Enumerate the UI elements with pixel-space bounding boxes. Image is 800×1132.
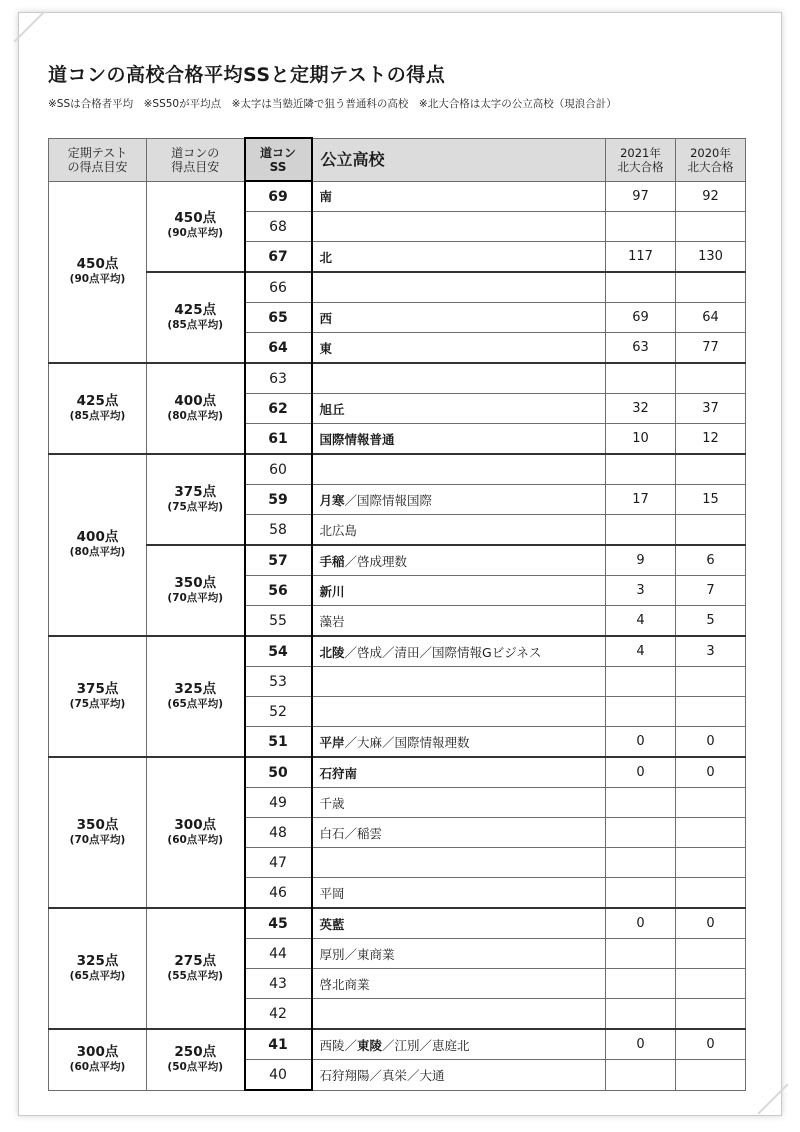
school-cell: [312, 333, 606, 364]
table-row: [49, 908, 746, 939]
ss-cell: 67: [245, 242, 312, 273]
pass-count-y2021: 63: [606, 333, 676, 364]
school-name: 北陵: [319, 644, 345, 660]
school-cell: [312, 788, 606, 818]
pass-count-y2021: 10: [606, 424, 676, 455]
ss-cell: 54: [245, 636, 312, 667]
ss-cell: 43: [245, 969, 312, 999]
school-name: 千歳: [319, 795, 345, 811]
school-cell: [312, 939, 606, 969]
school-name: 白石／稲雲: [319, 825, 383, 841]
header-2020: 2020年 北大合格: [676, 138, 746, 181]
school-name-rest: ／江別／恵庭北: [382, 1037, 470, 1053]
school-cell: [312, 1060, 606, 1091]
doukon-average: (85点平均): [167, 318, 224, 331]
school-name: 東: [319, 340, 333, 356]
school-cell: [312, 303, 606, 333]
ss-cell: 48: [245, 818, 312, 848]
school-cell: [312, 272, 606, 303]
pass-count-y2020: 77: [676, 333, 746, 364]
pass-count-y2020: 3: [676, 636, 746, 667]
ss-cell: 50: [245, 757, 312, 788]
school-name: 南: [319, 189, 333, 205]
school-cell: [312, 181, 606, 212]
school-name-rest: ／大麻／国際情報理数: [344, 734, 470, 750]
pass-count-y2020: [676, 454, 746, 485]
doukon-score: 450点: [174, 210, 217, 227]
school-cell: [312, 999, 606, 1030]
school-cell: [312, 242, 606, 273]
teiki-group: [49, 636, 147, 757]
table-row: [49, 363, 746, 394]
ss-cell: 42: [245, 999, 312, 1030]
pass-count-y2020: [676, 939, 746, 969]
table-row: [49, 272, 746, 303]
pass-count-y2020: [676, 515, 746, 546]
ss-cell: 60: [245, 454, 312, 485]
pass-count-y2020: 0: [676, 757, 746, 788]
pass-count-y2021: 0: [606, 727, 676, 758]
teiki-score: 450点: [76, 255, 119, 272]
teiki-group: [49, 363, 147, 454]
teiki-group: [49, 908, 147, 1029]
pass-count-y2021: 4: [606, 606, 676, 637]
school-name: 西: [319, 310, 333, 326]
header-doukon: 道コンの 得点目安: [147, 138, 245, 181]
doukon-score: 275点: [174, 952, 217, 969]
pass-count-y2020: 0: [676, 727, 746, 758]
doukon-group: [147, 545, 245, 636]
ss-cell: 62: [245, 394, 312, 424]
ss-cell: 65: [245, 303, 312, 333]
table-row: [49, 545, 746, 576]
doukon-score: 250点: [174, 1043, 217, 1060]
school-cell: [312, 606, 606, 637]
school-name: 平岡: [319, 885, 345, 901]
school-cell: [312, 908, 606, 939]
teiki-score: 300点: [76, 1043, 119, 1060]
doukon-score: 350点: [174, 574, 217, 591]
pass-count-y2020: 7: [676, 576, 746, 606]
ss-cell: 49: [245, 788, 312, 818]
school-cell: [312, 576, 606, 606]
teiki-average: (65点平均): [69, 969, 126, 982]
pass-count-y2020: 12: [676, 424, 746, 455]
school-name: 国際情報普通: [319, 431, 395, 447]
pass-count-y2020: [676, 1060, 746, 1091]
teiki-average: (75点平均): [69, 697, 126, 710]
pass-count-y2021: [606, 939, 676, 969]
doukon-group: [147, 363, 245, 454]
school-name: 石狩翔陽／真栄／大通: [319, 1067, 445, 1083]
ss-cell: 47: [245, 848, 312, 878]
teiki-average: (90点平均): [69, 272, 126, 285]
school-cell: [312, 363, 606, 394]
table-row: [49, 181, 746, 212]
doukon-score: 325点: [174, 680, 217, 697]
ss-cell: 69: [245, 181, 312, 212]
pass-count-y2020: [676, 818, 746, 848]
school-name-rest: ／啓成／清田／国際情報Gビジネス: [344, 644, 542, 660]
pass-count-y2020: [676, 272, 746, 303]
teiki-score: 350点: [76, 816, 119, 833]
pass-count-y2021: [606, 454, 676, 485]
pass-count-y2021: 97: [606, 181, 676, 212]
pass-count-y2020: 92: [676, 181, 746, 212]
ss-cell: 58: [245, 515, 312, 546]
doukon-average: (70点平均): [167, 591, 224, 604]
pass-count-y2021: [606, 1060, 676, 1091]
school-cell: [312, 515, 606, 546]
doukon-average: (60点平均): [167, 833, 224, 846]
doukon-score: 300点: [174, 816, 217, 833]
doukon-average: (75点平均): [167, 500, 224, 513]
pass-count-y2020: 5: [676, 606, 746, 637]
header-teiki: 定期テスト の得点目安: [49, 138, 147, 181]
school-cell: [312, 545, 606, 576]
pass-count-y2021: [606, 272, 676, 303]
ss-cell: 46: [245, 878, 312, 909]
doukon-group: [147, 1029, 245, 1090]
doukon-average: (80点平均): [167, 409, 224, 422]
doukon-score: 400点: [174, 392, 217, 409]
school-cell: [312, 485, 606, 515]
doukon-group: [147, 454, 245, 545]
ss-cell: 45: [245, 908, 312, 939]
doukon-group: [147, 908, 245, 1029]
doukon-average: (65点平均): [167, 697, 224, 710]
school-cell: [312, 212, 606, 242]
ss-cell: 55: [245, 606, 312, 637]
pass-count-y2020: 0: [676, 1029, 746, 1060]
school-name: 藻岩: [319, 613, 345, 629]
table-body: [49, 181, 746, 1090]
pass-count-y2021: [606, 848, 676, 878]
school-cell: [312, 394, 606, 424]
school-name: 厚別／東商業: [319, 946, 395, 962]
pass-count-y2020: [676, 212, 746, 242]
pass-count-y2020: [676, 878, 746, 909]
pass-count-y2021: [606, 878, 676, 909]
pass-count-y2021: [606, 363, 676, 394]
school-cell: [312, 667, 606, 697]
school-name: 啓北商業: [319, 976, 370, 992]
teiki-average: (80点平均): [69, 546, 126, 558]
pass-count-y2021: [606, 697, 676, 727]
school-cell: [312, 878, 606, 909]
school-name-prefix: 西陵／: [319, 1037, 358, 1053]
school-name-rest: ／啓成理数: [344, 553, 408, 569]
school-cell: [312, 454, 606, 485]
ss-cell: 59: [245, 485, 312, 515]
doukon-score: 375点: [174, 483, 217, 500]
pass-count-y2020: 15: [676, 485, 746, 515]
school-name: 月寒: [319, 492, 345, 508]
ss-cell: 57: [245, 545, 312, 576]
header-2021: 2021年 北大合格: [606, 138, 676, 181]
pass-count-y2021: 69: [606, 303, 676, 333]
pass-count-y2020: [676, 788, 746, 818]
school-cell: [312, 636, 606, 667]
pass-count-y2021: 3: [606, 576, 676, 606]
pass-count-y2021: [606, 515, 676, 546]
school-name-rest: ／国際情報国際: [344, 492, 433, 508]
doukon-group: [147, 757, 245, 908]
ss-cell: 51: [245, 727, 312, 758]
doukon-group: [147, 636, 245, 757]
ss-cell: 44: [245, 939, 312, 969]
pass-count-y2020: 37: [676, 394, 746, 424]
score-table: [48, 137, 746, 1091]
teiki-group: [49, 181, 147, 363]
ss-cell: 68: [245, 212, 312, 242]
pass-count-y2021: 4: [606, 636, 676, 667]
ss-cell: 63: [245, 363, 312, 394]
teiki-average: (70点平均): [69, 833, 126, 846]
teiki-score: 400点: [76, 529, 119, 545]
school-name: 北: [319, 249, 333, 265]
ss-cell: 56: [245, 576, 312, 606]
table-row: [49, 757, 746, 788]
school-cell: [312, 727, 606, 758]
school-name: 石狩南: [319, 765, 358, 781]
ss-cell: 66: [245, 272, 312, 303]
pass-count-y2021: [606, 788, 676, 818]
table-row: [49, 1029, 746, 1060]
pass-count-y2020: 130: [676, 242, 746, 273]
table-row: [49, 454, 746, 485]
pass-count-y2020: [676, 969, 746, 999]
header-row: [49, 138, 746, 181]
pass-count-y2020: [676, 848, 746, 878]
teiki-score: 425点: [76, 392, 119, 409]
pass-count-y2020: 6: [676, 545, 746, 576]
pass-count-y2021: [606, 818, 676, 848]
teiki-score: 375点: [76, 680, 119, 697]
pass-count-y2021: 17: [606, 485, 676, 515]
pass-count-y2020: [676, 999, 746, 1030]
header-ss: 道コン SS: [245, 138, 312, 181]
school-name: 英藍: [319, 916, 345, 932]
school-name: 新川: [319, 583, 345, 599]
school-cell: [312, 424, 606, 455]
school-name: 東陵: [357, 1037, 383, 1053]
pass-count-y2021: 32: [606, 394, 676, 424]
header-school: 公立高校: [312, 138, 606, 181]
doukon-group: [147, 181, 245, 272]
doukon-average: (50点平均): [167, 1060, 224, 1073]
doukon-group: [147, 272, 245, 363]
page-title: 道コンの高校合格平均SSと定期テストの得点: [48, 64, 446, 86]
teiki-average: (85点平均): [69, 409, 126, 422]
school-cell: [312, 1029, 606, 1060]
ss-cell: 61: [245, 424, 312, 455]
doukon-score: 425点: [174, 301, 217, 318]
school-name: 北広島: [319, 522, 358, 538]
school-name: 旭丘: [319, 401, 345, 417]
school-cell: [312, 697, 606, 727]
ss-cell: 52: [245, 697, 312, 727]
pass-count-y2021: 0: [606, 908, 676, 939]
pass-count-y2021: [606, 212, 676, 242]
pass-count-y2020: [676, 667, 746, 697]
school-cell: [312, 757, 606, 788]
pass-count-y2020: [676, 363, 746, 394]
pass-count-y2021: [606, 667, 676, 697]
page-note: ※SSは合格者平均 ※SS50が平均点 ※太字は当塾近隣で狙う普通科の高校 ※北大合格は太字の公立高校（現浪合計）: [48, 98, 617, 110]
teiki-average: (60点平均): [69, 1060, 126, 1073]
ss-cell: 53: [245, 667, 312, 697]
pass-count-y2020: 64: [676, 303, 746, 333]
pass-count-y2021: 117: [606, 242, 676, 273]
ss-cell: 40: [245, 1060, 312, 1091]
doukon-average: (90点平均): [167, 227, 224, 240]
pass-count-y2021: 9: [606, 545, 676, 576]
teiki-group: [49, 757, 147, 908]
pass-count-y2021: [606, 999, 676, 1030]
ss-cell: 41: [245, 1029, 312, 1060]
table-row: [49, 636, 746, 667]
school-cell: [312, 818, 606, 848]
school-cell: [312, 969, 606, 999]
teiki-score: 325点: [76, 952, 119, 969]
pass-count-y2020: 0: [676, 908, 746, 939]
school-cell: [312, 848, 606, 878]
school-name: 手稲: [319, 553, 345, 569]
teiki-group: [49, 454, 147, 636]
doukon-average: (55点平均): [167, 969, 224, 982]
pass-count-y2021: 0: [606, 1029, 676, 1060]
pass-count-y2021: [606, 969, 676, 999]
school-name: 平岸: [319, 734, 345, 750]
teiki-group: [49, 1029, 147, 1090]
pass-count-y2020: [676, 697, 746, 727]
ss-cell: 64: [245, 333, 312, 364]
pass-count-y2021: 0: [606, 757, 676, 788]
